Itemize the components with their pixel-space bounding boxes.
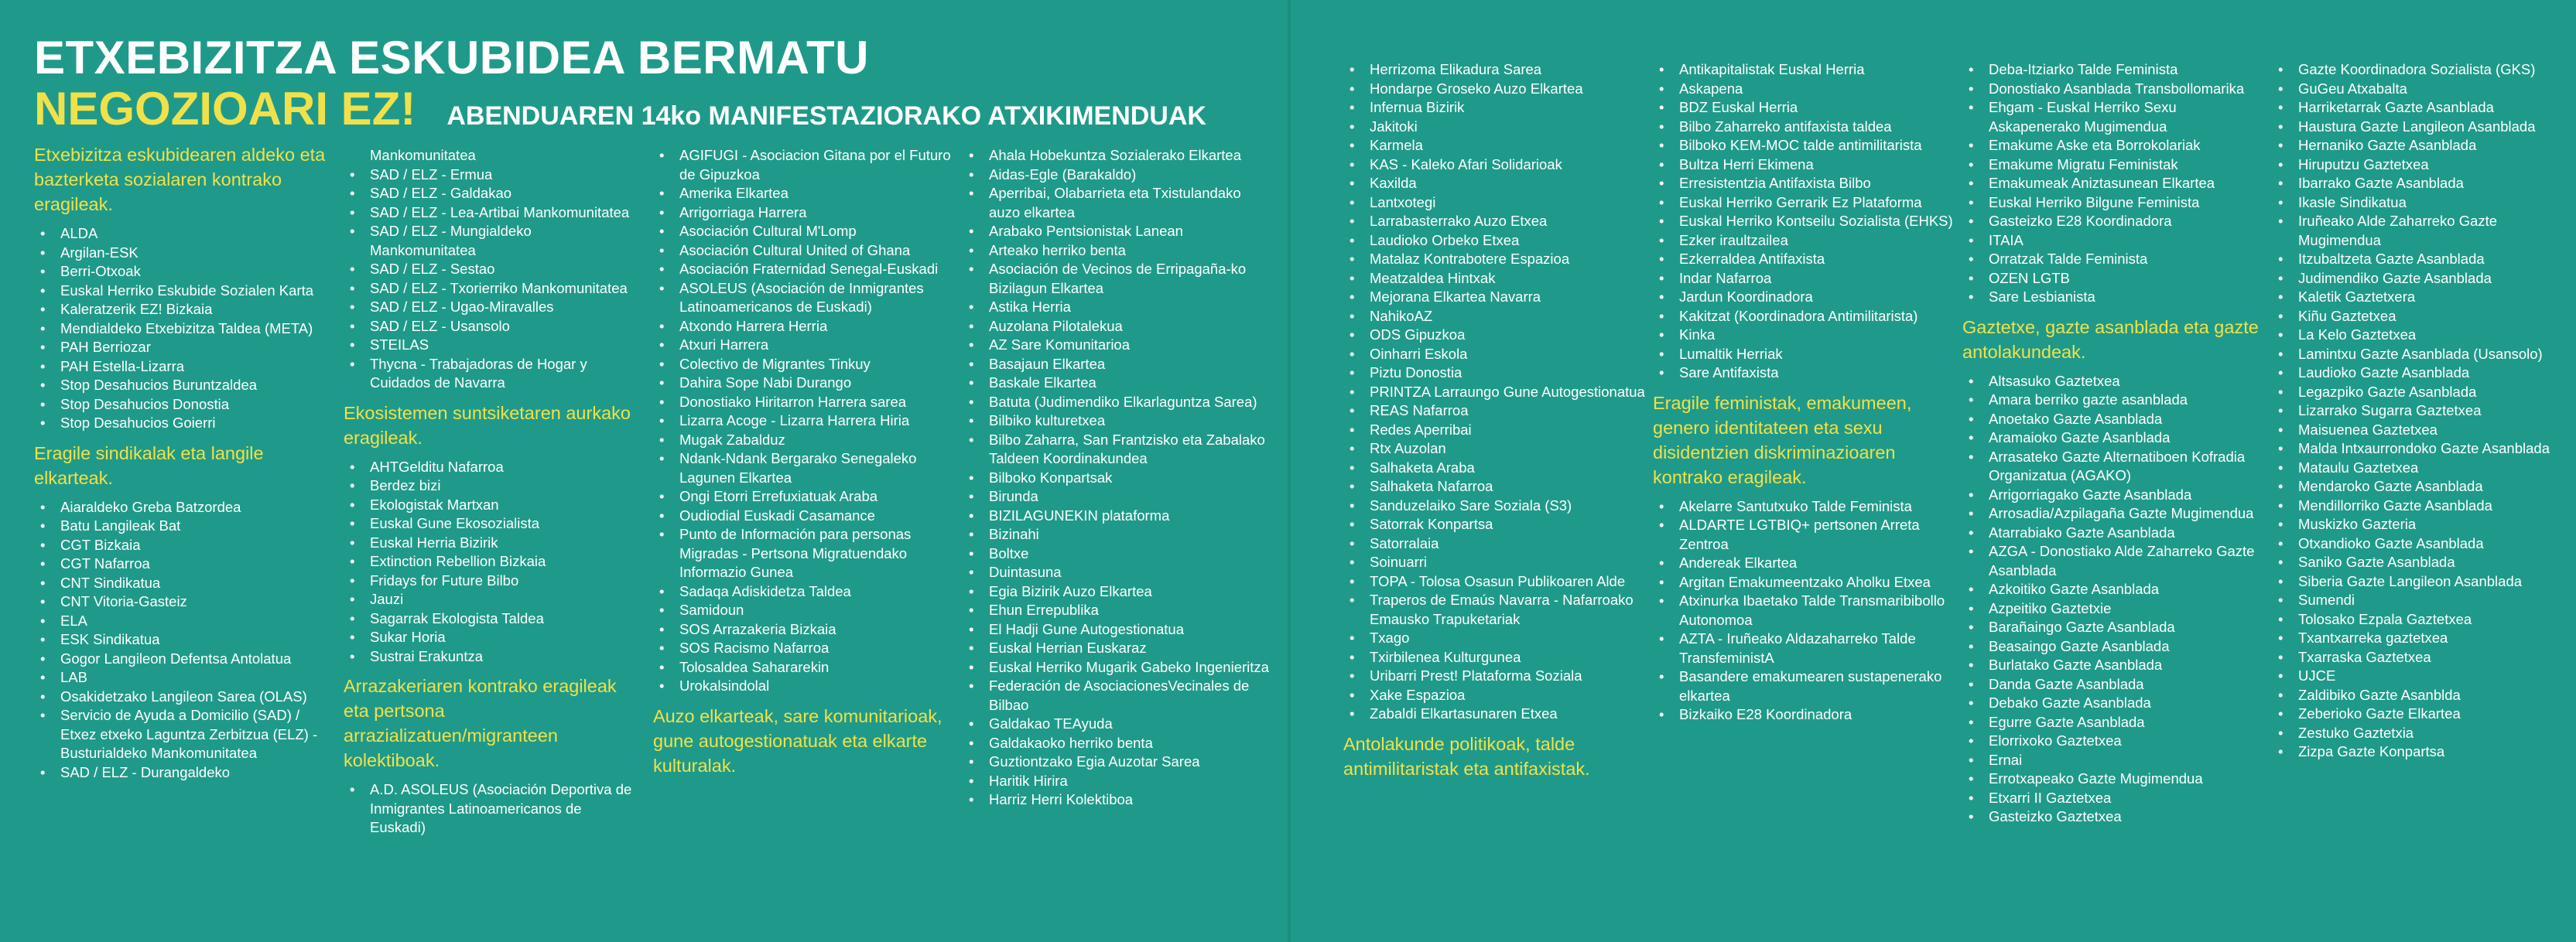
list-item: • Atxondo Harrera Herria: [653, 317, 952, 336]
list-item: • Berdez bizi: [344, 476, 636, 496]
list-item: • Asociación Cultural United of Ghana: [653, 241, 952, 261]
title-line-1: ETXEBIZITZA ESKUBIDEA BERMATU: [34, 32, 869, 84]
list-item: • Birunda: [963, 487, 1275, 507]
list-item: • Hernaniko Gazte Asanblada: [2272, 136, 2566, 155]
list-item: • Txirbilenea Kulturgunea: [1343, 648, 1653, 667]
list-item: • Ekologistak Martxan: [344, 496, 636, 515]
list-item: • Mendillorriko Gazte Asanblada: [2272, 497, 2566, 516]
list-item: • Emakume Aske eta Borrokolariak: [1962, 136, 2266, 155]
list-item: • Sumendi: [2272, 591, 2566, 610]
list-item: • Oudiodial Euskadi Casamance: [653, 507, 952, 526]
list-item: • CGT Bizkaia: [34, 536, 337, 555]
list-item: • SAD / ELZ - Mungialdeko Mankomunitatea: [344, 222, 636, 260]
list-item: • BDZ Euskal Herria: [1653, 98, 1953, 118]
list-item: • Laudioko Orbeko Etxea: [1343, 231, 1653, 251]
list-feministak-a: [1653, 497, 1953, 725]
list-item: • Sanduzelaiko Sare Soziala (S3): [1343, 497, 1653, 516]
list-item: • GuGeu Atxabalta: [2272, 80, 2566, 99]
list-item: • Batuta (Judimendiko Elkarlaguntza Sarea): [963, 393, 1275, 412]
list-item: • PRINTZA Larraungo Gune Autogestionatua: [1343, 383, 1653, 402]
list-politikoak: [1653, 60, 1953, 383]
list-item: • Rtx Auzolan: [1343, 439, 1653, 459]
list-item: • Auzolana Pilotalekua: [963, 317, 1275, 336]
list-arrazakeria: [344, 780, 636, 838]
section-heading-politikoak: Antolakunde politikoak, talde antimilitaristak eta antifaxistak.: [1343, 733, 1590, 779]
list-item: • Maisuenea Gaztetxea: [2272, 421, 2566, 440]
page-fold: [1288, 0, 1291, 942]
section-heading-feministak: Eragile feministak, emakumeen, genero identitateen eta sexu disidentzien diskriminazioaren kontrako eragileak.: [1653, 392, 1912, 487]
list-item: • SAD / ELZ - Ugao-Miravalles: [344, 298, 636, 317]
list-item: • Arrosadia/Azpilagaña Gazte Mugimendua: [1962, 504, 2266, 524]
list-item: • Stop Desahucios Buruntzaldea: [34, 376, 337, 395]
column-3: [653, 146, 952, 786]
list-item: • Basandere emakumearen sustapenerako elkartea: [1653, 667, 1953, 705]
list-item: • Arrasateko Gazte Alternatiboen Kofradia Organizatua (AGAKO): [1962, 448, 2266, 486]
list-item: • SAD / ELZ - Txorierriko Mankomunitatea: [344, 279, 636, 299]
list-item: • Atarrabiako Gazte Asanblada: [1962, 524, 2266, 543]
list-item: • Herrizoma Elikadura Sarea: [1343, 60, 1653, 80]
list-item: • Ezkerraldea Antifaxista: [1653, 250, 1953, 269]
list-item: • Soinuarri: [1343, 553, 1653, 572]
list-item: • Kaletik Gaztetxera: [2272, 288, 2566, 307]
list-item: • Ikasle Sindikatua: [2272, 193, 2566, 213]
list-item: • Fridays for Future Bilbo: [344, 572, 636, 591]
list-item: • Lamintxu Gazte Asanblada (Usansolo): [2272, 345, 2566, 364]
list-item: • Akelarre Santutxuko Talde Feminista: [1653, 497, 1953, 517]
list-item: • Thycna - Trabajadoras de Hogar y Cuidados de Navarra: [344, 355, 636, 393]
list-item: • Ndank-Ndank Bergarako Senegaleko Lagunen Elkartea: [653, 449, 952, 487]
list-item: • Kinka: [1653, 326, 1953, 345]
list-item: • Sare Antifaxista: [1653, 363, 1953, 383]
list-item: • SAD / ELZ - Galdakao: [344, 184, 636, 203]
list-item: • Xake Espazioa: [1343, 686, 1653, 705]
list-item: • Antikapitalistak Euskal Herria: [1653, 60, 1953, 80]
list-item: • AZGA - Donostiako Alde Zaharreko Gazte Asanblada: [1962, 542, 2266, 580]
list-item: • Saniko Gazte Asanblada: [2272, 553, 2566, 572]
list-item: • Indar Nafarroa: [1653, 269, 1953, 288]
list-item: • Satorralaia: [1343, 534, 1653, 554]
list-item: • Txantxarreka gaztetxea: [2272, 629, 2566, 648]
list-item: • Asociación Fraternidad Senegal-Euskadi: [653, 260, 952, 279]
list-item: • Emakume Migratu Feministak: [1962, 155, 2266, 175]
list-item: • Askapena: [1653, 80, 1953, 99]
list-item: • Euskal Herriko Mugarik Gabeko Ingenieritza: [963, 658, 1275, 677]
list-item: • Satorrak Konpartsa: [1343, 515, 1653, 534]
list-item: • Guztiontzako Egia Auzotar Sarea: [963, 753, 1275, 772]
list-item: • PAH Berriozar: [34, 338, 337, 357]
list-item: • Judimendiko Gazte Asanblada: [2272, 269, 2566, 288]
list-item: • Bilbiko kulturetxea: [963, 411, 1275, 431]
section-heading-etxebizitza: Etxebizitza eskubidearen aldeko eta bazterketa sozialaren kontrako eragileak.: [34, 145, 326, 214]
list-item: • Stop Desahucios Donostia: [34, 395, 337, 415]
list-item: • Jakitoki: [1343, 118, 1653, 137]
list-item: • Meatzaldea Hintxak: [1343, 269, 1653, 288]
list-item: • Kakitzat (Koordinadora Antimilitarista): [1653, 307, 1953, 326]
list-item: • Euskal Herria Bizirik: [344, 534, 636, 553]
list-item: • Itzubaltzeta Gazte Asanblada: [2272, 250, 2566, 269]
section-heading-sindikalak: Eragile sindikalak eta langile elkarteak.: [34, 442, 264, 488]
list-item: • Anoetako Gazte Asanblada: [1962, 410, 2266, 429]
list-item: • Txarraska Gaztetxea: [2272, 648, 2566, 667]
list-item: • STEILAS: [344, 336, 636, 355]
list-item: • Legazpiko Gazte Asanblada: [2272, 383, 2566, 402]
list-item: • Sare Lesbianista: [1962, 288, 2266, 307]
list-item: • Atxuri Harrera: [653, 336, 952, 355]
list-item: • Larrabasterrako Auzo Etxea: [1343, 212, 1653, 231]
list-item: • Mejorana Elkartea Navarra: [1343, 288, 1653, 307]
list-auzo-b: [1343, 60, 1653, 724]
list-item: • La Kelo Gaztetxea: [2272, 326, 2566, 345]
list-item: • Andereak Elkartea: [1653, 554, 1953, 573]
list-item: • Arabako Pentsionistak Lanean: [963, 222, 1275, 241]
list-item: • Hiruputzu Gaztetxea: [2272, 155, 2566, 175]
section-heading-arrazakeria: Arrazakeriaren kontrako eragileak eta pertsona arrazializatuen/migranteen kolektiboak.: [344, 676, 617, 770]
list-item: • PAH Estella-Lizarra: [34, 357, 337, 377]
list-item: • El Hadji Gune Autogestionatua: [963, 620, 1275, 640]
list-item: • Aidas-Egle (Barakaldo): [963, 166, 1275, 185]
list-item: • SOS Racismo Nafarroa: [653, 639, 952, 658]
list-item: • Euskal Herriko Kontseilu Sozialista (EHKS): [1653, 212, 1953, 231]
section-heading-auzo: Auzo elkarteak, sare komunitarioak, gune autogestionatuak eta elkarte kulturalak.: [653, 705, 942, 776]
list-item: • Burlatako Gazte Asanblada: [1962, 656, 2266, 675]
column-2: [344, 146, 636, 838]
list-item: • Mendialdeko Etxebizitza Taldea (META): [34, 319, 337, 339]
list-item: • Lizarrako Sugarra Gaztetxea: [2272, 401, 2566, 421]
list-item: • Salhaketa Nafarroa: [1343, 477, 1653, 497]
list-feministak-b: [1962, 60, 2266, 307]
list-item: • Kiñu Gaztetxea: [2272, 307, 2566, 326]
list-item: • Gazte Koordinadora Sozialista (GKS): [2272, 60, 2566, 80]
list-item: • Mataulu Gaztetxea: [2272, 459, 2566, 478]
list-item: • Bilboko KEM-MOC talde antimilitarista: [1653, 136, 1953, 155]
list-item: • Bilbo Zaharreko antifaxista taldea: [1653, 118, 1953, 137]
list-sindikalak-b: [344, 146, 636, 166]
list-item: • Ahala Hobekuntza Sozialerako Elkartea: [963, 146, 1275, 166]
list-item: • Arteako herriko benta: [963, 241, 1275, 261]
list-item: • Dahira Sope Nabi Durango: [653, 374, 952, 393]
list-item: • REAS Nafarroa: [1343, 401, 1653, 421]
list-item: • Redes Aperribai: [1343, 421, 1653, 440]
list-item: • Gasteizko Gaztetxea: [1962, 807, 2266, 827]
list-item: • Osakidetzako Langileon Sarea (OLAS): [34, 688, 337, 707]
list-item: • Elorrixoko Gaztetxea: [1962, 732, 2266, 751]
list-item: • Asociación Cultural M'Lomp: [653, 222, 952, 241]
list-item: • Jauzi: [344, 590, 636, 609]
list-item: • Arrigorriaga Harrera: [653, 203, 952, 223]
list-item: • Zaldibiko Gazte Asanblda: [2272, 686, 2566, 705]
list-item: • Euskal Herriko Bilgune Feminista: [1962, 193, 2266, 213]
column-8: [2272, 60, 2566, 762]
list-item: • Erresistentzia Antifaxista Bilbo: [1653, 174, 1953, 193]
list-item: • Kaleratzerik EZ! Bizkaia: [34, 300, 337, 319]
list-item: • SAD / ELZ - Usansolo: [344, 317, 636, 336]
list-item: • Mugak Zabalduz: [653, 431, 952, 450]
list-item: • Haritik Hirira: [963, 772, 1275, 791]
list-sindikalak-a: [34, 498, 337, 783]
list-item: • CNT Vitoria-Gasteiz: [34, 592, 337, 612]
section-heading-gaztetxe: Gaztetxe, gazte asanblada eta gazte antolakundeak.: [1962, 316, 2259, 362]
list-item: • Ehgam - Euskal Herriko Sexu Askapenerako Mugimendua: [1962, 98, 2266, 136]
list-item: • Harriketarrak Gazte Asanblada: [2272, 98, 2566, 118]
list-item: • LAB: [34, 668, 337, 688]
list-item: • Ezker iraultzailea: [1653, 231, 1953, 251]
list-item: • Ongi Etorri Errefuxiatuak Araba: [653, 487, 952, 507]
list-item: • Emakumeak Aniztasunean Elkartea: [1962, 174, 2266, 193]
list-item: • Zizpa Gazte Konpartsa: [2272, 742, 2566, 762]
list-item: • AZ Sare Komunitarioa: [963, 336, 1275, 355]
list-item: • Kaxilda: [1343, 174, 1653, 193]
list-item: • Iruñeako Alde Zaharreko Gazte Mugimendua: [2272, 212, 2566, 250]
list-item: • Berri-Otxoak: [34, 262, 337, 282]
list-item: • Gogor Langileon Defentsa Antolatua: [34, 650, 337, 669]
list-item: • Donostiako Asanblada Transbollomarika: [1962, 80, 2266, 99]
list-sindikalak-b-items: [344, 166, 636, 393]
list-item: • Errotxapeako Gazte Mugimendua: [1962, 770, 2266, 789]
list-item: • Gasteizko E28 Koordinadora: [1962, 212, 2266, 231]
list-gaztetxe-b: [2272, 60, 2566, 762]
list-item: • Oinharri Eskola: [1343, 345, 1653, 364]
list-item: • Aramaioko Gazte Asanblada: [1962, 428, 2266, 448]
list-item: • Infernua Bizirik: [1343, 98, 1653, 118]
list-item: Mankomunitatea: [370, 147, 476, 163]
list-item: • Altsasuko Gaztetxea: [1962, 372, 2266, 391]
list-item: • Traperos de Emaús Navarra - Nafarroako Emausko Trapuketariak: [1343, 591, 1653, 629]
column-4: [963, 146, 1275, 810]
list-item: • Stop Desahucios Goierri: [34, 414, 337, 433]
list-item: • Zeberioko Gazte Elkartea: [2272, 705, 2566, 724]
list-item: • Colectivo de Migrantes Tinkuy: [653, 355, 952, 374]
list-item: • Bizkaiko E28 Koordinadora: [1653, 705, 1953, 725]
list-item: • KAS - Kaleko Afari Solidarioak: [1343, 155, 1653, 175]
flyer-header: [34, 32, 1272, 135]
list-item: • Tolosaldea Sahararekin: [653, 658, 952, 677]
list-item: • Etxarri II Gaztetxea: [1962, 789, 2266, 808]
list-item: • ODS Gipuzkoa: [1343, 326, 1653, 345]
list-item: • Amerika Elkartea: [653, 184, 952, 203]
list-item: • SAD / ELZ - Durangaldeko: [34, 763, 337, 783]
list-item: • Tolosako Ezpala Gaztetxea: [2272, 610, 2566, 630]
list-item: • CGT Nafarroa: [34, 555, 337, 574]
list-item: • BIZILAGUNEKIN plataforma: [963, 507, 1275, 526]
list-item: • Egia Bizirik Auzo Elkartea: [963, 582, 1275, 602]
list-item: • Karmela: [1343, 136, 1653, 155]
column-1: [34, 142, 337, 782]
list-item: • Baskale Elkartea: [963, 374, 1275, 393]
list-item: • Boltxe: [963, 544, 1275, 564]
list-item: • Muskizko Gazteria: [2272, 515, 2566, 534]
list-item: • Barañaingo Gazte Asanblada: [1962, 618, 2266, 637]
list-item: • Federación de AsociacionesVecinales de Bilbao: [963, 677, 1275, 715]
list-item: • Duintasuna: [963, 563, 1275, 582]
list-item: • Bultza Herri Ekimena: [1653, 155, 1953, 175]
list-item: • Argilan-ESK: [34, 244, 337, 263]
title-line-2: NEGOZIOARI EZ!: [34, 83, 416, 135]
list-item: • Malda Intxaurrondoko Gazte Asanblada: [2272, 439, 2566, 459]
list-ekosistemen: [344, 458, 636, 667]
column-7: [1962, 60, 2266, 827]
list-item: • SOS Arrazakeria Bizkaia: [653, 620, 952, 640]
list-item: • Atxinurka Ibaetako Talde Transmaribibollo Autonomoa: [1653, 592, 1953, 630]
list-item: • Sagarrak Ekologista Taldea: [344, 609, 636, 629]
list-item: • Uribarri Prest! Plataforma Soziala: [1343, 667, 1653, 686]
list-item: • Debako Gazte Asanblada: [1962, 694, 2266, 713]
list-item: • Egurre Gazte Asanblada: [1962, 713, 2266, 732]
list-item: • Amara berriko gazte asanblada: [1962, 391, 2266, 410]
list-item: • Jardun Koordinadora: [1653, 288, 1953, 307]
list-item: • CNT Sindikatua: [34, 574, 337, 593]
column-5: [1343, 60, 1653, 789]
list-item: • NahikoAZ: [1343, 307, 1653, 326]
list-item: • Ernai: [1962, 751, 2266, 770]
list-item: • TOPA - Tolosa Osasun Publikoaren Alde: [1343, 572, 1653, 592]
list-item: • Arrigorriagako Gazte Asanblada: [1962, 486, 2266, 505]
list-item: • SAD / ELZ - Sestao: [344, 260, 636, 279]
list-item: • Argitan Emakumeentzako Aholku Etxea: [1653, 573, 1953, 592]
list-item: • Lumaltik Herriak: [1653, 345, 1953, 364]
list-item: • Otxandioko Gazte Asanblada: [2272, 534, 2566, 554]
list-arrazakeria-b: [653, 146, 952, 696]
list-item: • Euskal Herrian Euskaraz: [963, 639, 1275, 658]
subtitle: ABENDUAREN 14ko MANIFESTAZIORAKO ATXIKIMENDUAK: [446, 101, 1206, 131]
list-item: • Asociación de Vecinos de Erripagaña-ko Bizilagun Elkartea: [963, 260, 1275, 298]
list-item: • Ehun Errepublika: [963, 601, 1275, 620]
list-item: • Hondarpe Groseko Auzo Elkartea: [1343, 80, 1653, 99]
list-item: • Euskal Gune Ekosozialista: [344, 514, 636, 534]
list-item: • Mendaroko Gazte Asanblada: [2272, 477, 2566, 497]
list-item: • Haustura Gazte Langileon Asanblada: [2272, 118, 2566, 137]
list-item: • Astika Herria: [963, 298, 1275, 317]
list-item: • Basajaun Elkartea: [963, 355, 1275, 374]
list-item: • AGIFUGI - Asociacion Gitana por el Futuro de Gipuzkoa: [653, 146, 952, 184]
list-item: • ESK Sindikatua: [34, 630, 337, 650]
column-6: [1653, 60, 1953, 725]
list-gaztetxe-a: [1962, 372, 2266, 827]
list-item: • Batu Langileak Bat: [34, 517, 337, 536]
list-item: • Extinction Rebellion Bizkaia: [344, 552, 636, 572]
list-item: • Servicio de Ayuda a Domicilio (SAD) / Etxez etxeko Laguntza Zerbitzua (ELZ) - Busturialdeko Mankomunitatea: [34, 706, 337, 763]
list-item: • Deba-Itziarko Talde Feminista: [1962, 60, 2266, 80]
list-item: • Euskal Herriko Eskubide Sozialen Karta: [34, 282, 337, 301]
list-item: • Bilboko Konpartsak: [963, 469, 1275, 488]
list-etxebizitza: [34, 224, 337, 433]
list-item: • Laudioko Gazte Asanblada: [2272, 363, 2566, 383]
list-item: • Lizarra Acoge - Lizarra Harrera Hiria: [653, 411, 952, 431]
list-item: • AZTA - Iruñeako Aldazaharreko Talde TransfeministA: [1653, 630, 1953, 667]
list-item: • Urokalsindolal: [653, 677, 952, 696]
list-item: • Zabaldi Elkartasunaren Etxea: [1343, 705, 1653, 724]
list-item: • Samidoun: [653, 601, 952, 620]
list-item: • ELA: [34, 612, 337, 631]
list-item: • AHTGelditu Nafarroa: [344, 458, 636, 477]
list-item: • Txago: [1343, 629, 1653, 648]
list-item: • Sadaqa Adiskidetza Taldea: [653, 582, 952, 602]
list-item: • Ibarrako Gazte Asanblada: [2272, 174, 2566, 193]
section-heading-ekosistemen: Ekosistemen suntsiketaren aurkako eragileak.: [344, 402, 631, 448]
list-item: • Azkoitiko Gazte Asanblada: [1962, 580, 2266, 599]
list-item: • Galdakao TEAyuda: [963, 715, 1275, 734]
list-item: • Azpeitiko Gaztetxie: [1962, 599, 2266, 619]
list-item: • Galdakaoko herriko benta: [963, 734, 1275, 753]
list-item: • Beasaingo Gazte Asanblada: [1962, 637, 2266, 657]
list-item: • UJCE: [2272, 667, 2566, 686]
list-item: • Lantxotegi: [1343, 193, 1653, 213]
list-item: • Piztu Donostia: [1343, 363, 1653, 383]
list-item: • SAD / ELZ - Lea-Artibai Mankomunitatea: [344, 203, 636, 223]
list-item: • SAD / ELZ - Ermua: [344, 166, 636, 185]
list-item: • ITAIA: [1962, 231, 2266, 251]
list-item: • ALDA: [34, 224, 337, 244]
list-item: • Danda Gazte Asanblada: [1962, 675, 2266, 695]
list-item: • Sukar Horia: [344, 628, 636, 647]
list-item: • Salhaketa Araba: [1343, 459, 1653, 478]
list-item: • Euskal Herriko Gerrarik Ez Plataforma: [1653, 193, 1953, 213]
list-item: • Donostiako Hiritarron Harrera sarea: [653, 393, 952, 412]
list-item: • Sustrai Erakuntza: [344, 647, 636, 667]
list-item: • Punto de Información para personas Migradas - Pertsona Migratuendako Informazio Gunea: [653, 525, 952, 582]
list-item: • Matalaz Kontrabotere Espazioa: [1343, 250, 1653, 269]
list-item: • Zestuko Gaztetxia: [2272, 724, 2566, 743]
list-item: • ASOLEUS (Asociación de Inmigrantes Latinoamericanos de Euskadi): [653, 279, 952, 317]
list-item: • Siberia Gazte Langileon Asanblada: [2272, 572, 2566, 592]
list-item: • Orratzak Talde Feminista: [1962, 250, 2266, 269]
title-row-2: [34, 84, 1272, 135]
list-item: • Aiaraldeko Greba Batzordea: [34, 498, 337, 517]
list-item: • OZEN LGTB: [1962, 269, 2266, 288]
list-item: • Bilbo Zaharra, San Frantzisko eta Zabalako Taldeen Koordinakundea: [963, 431, 1275, 469]
list-auzo-a: [963, 146, 1275, 810]
list-item: • Harriz Herri Kolektiboa: [963, 790, 1275, 810]
list-item: • ALDARTE LGTBIQ+ pertsonen Arreta Zentroa: [1653, 516, 1953, 554]
list-item: • Aperribai, Olabarrieta eta Txistulandako auzo elkartea: [963, 184, 1275, 222]
list-item: • Bizinahi: [963, 525, 1275, 544]
list-item: • A.D. ASOLEUS (Asociación Deportiva de Inmigrantes Latinoamericanos de Euskadi): [344, 780, 636, 838]
